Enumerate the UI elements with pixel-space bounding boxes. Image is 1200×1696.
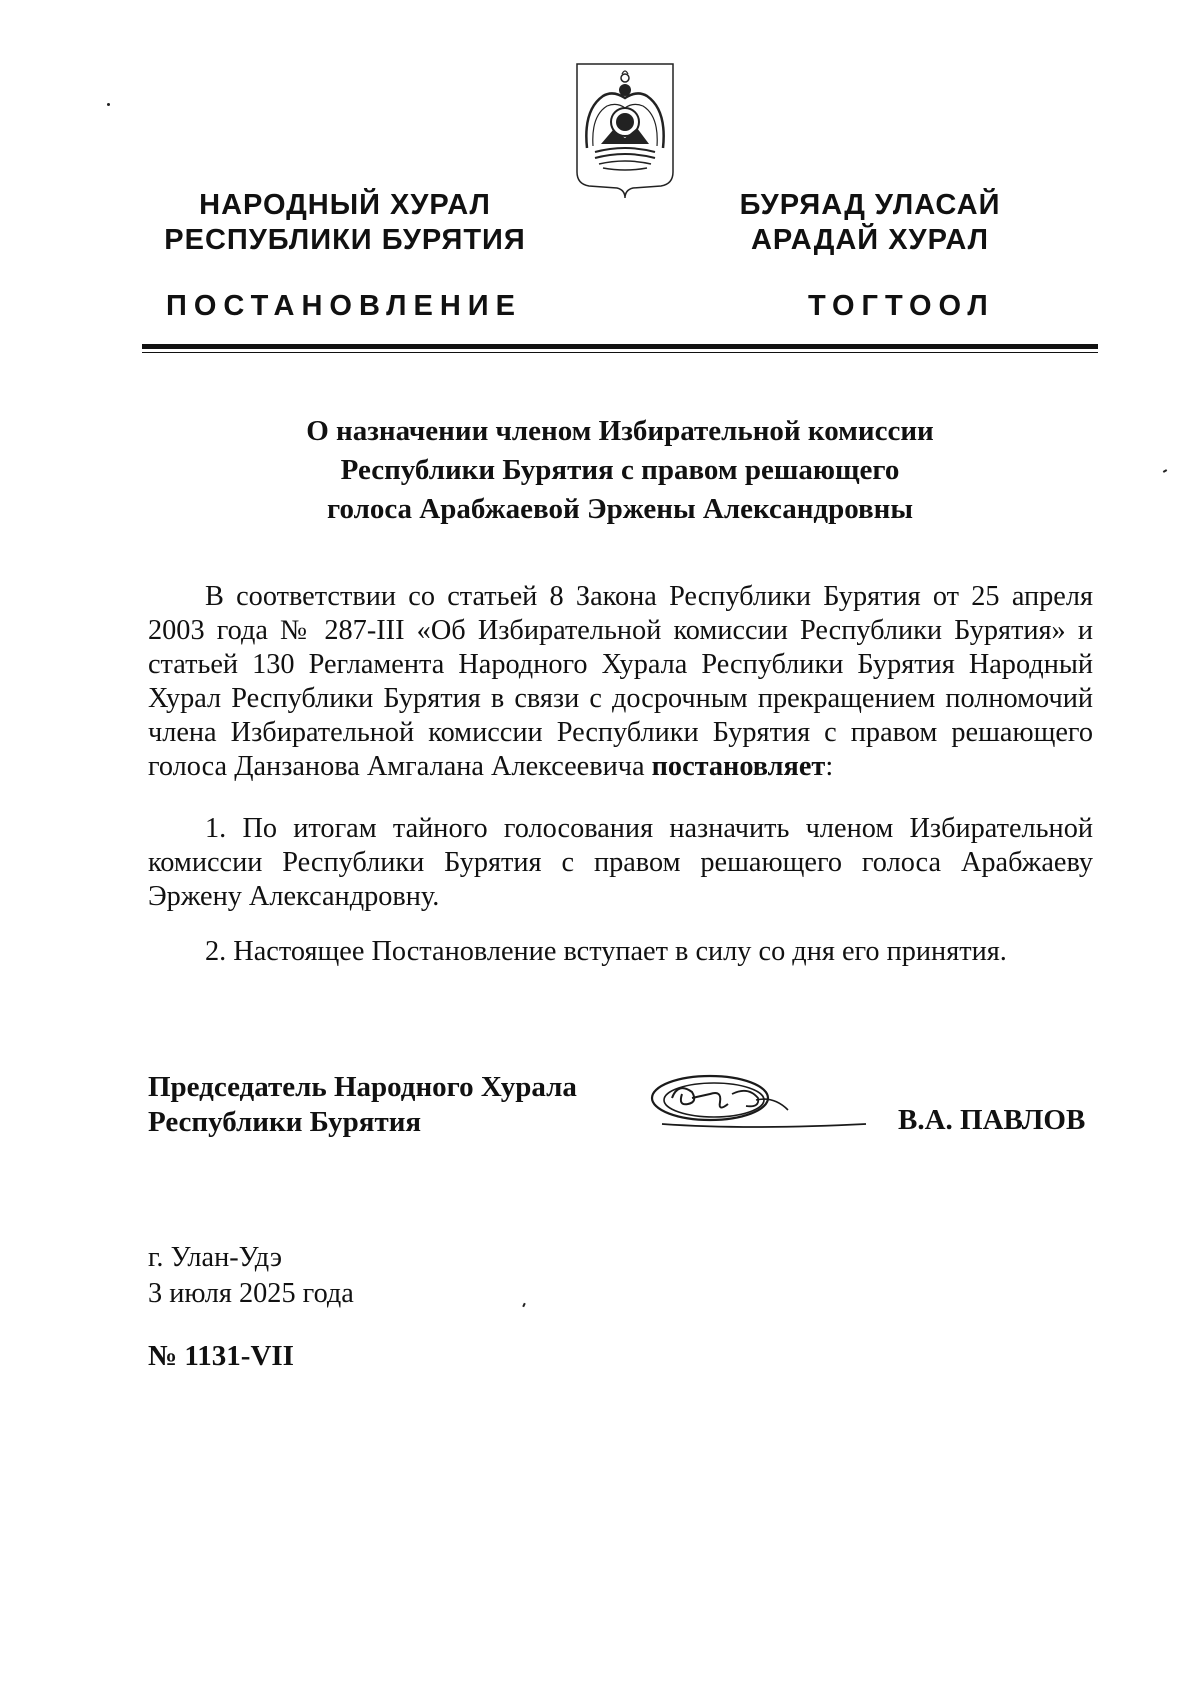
title-line2: Республики Бурятия с правом решающего bbox=[340, 454, 900, 486]
header-right bbox=[705, 188, 1035, 258]
title-line3: голоса Арабжаевой Эржены Александровны bbox=[327, 493, 913, 525]
intro-paragraph bbox=[148, 580, 1093, 784]
place: г. Улан-Удэ bbox=[148, 1242, 282, 1273]
handwritten-signature bbox=[648, 1068, 868, 1134]
signer-position bbox=[148, 1070, 577, 1140]
signer-name: В.А. ПАВЛОВ bbox=[898, 1104, 1086, 1136]
header-left bbox=[160, 188, 530, 258]
date: 3 июля 2025 года bbox=[148, 1278, 354, 1309]
intro-text: В соответствии со статьей 8 Закона Республики Бурятия от 25 апреля 2003 года № 287-III «Об Избирательной комиссии Республики Бурятия» и статьей 130 Регламента Народного Хурала Республики Бурятия Народный Хурал Республики Бурятия в связи с досрочным прекращением полномочий члена Избирательной комиссии Республики Бурятия с правом решающего голоса Данзанова Амгалана Алексеевича bbox=[148, 581, 1093, 782]
signer-position-line1: Председатель Народного Хурала bbox=[148, 1071, 577, 1103]
header-right-line1: БУРЯАД УЛАСАЙ bbox=[739, 189, 1001, 221]
resolution-item-1: 1. По итогам тайного голосования назначить членом Избирательной комиссии Республики Бурятия с правом решающего голоса Арабжаеву Эржену Александровну. bbox=[148, 813, 1093, 912]
document-title bbox=[220, 412, 1020, 529]
title-line1: О назначении членом Избирательной комиссии bbox=[306, 415, 934, 447]
scan-speck bbox=[522, 1303, 526, 1307]
document-number: № 1131-VII bbox=[148, 1340, 294, 1372]
signer-position-line2: Республики Бурятия bbox=[148, 1106, 422, 1138]
doc-type-right: ТОГТООЛ bbox=[808, 290, 995, 322]
resolution-item-2: 2. Настоящее Постановление вступает в силу со дня его принятия. bbox=[205, 936, 1007, 967]
header-rule-thin bbox=[142, 352, 1098, 353]
coat-of-arms-emblem bbox=[573, 60, 677, 200]
header-right-line2: АРАДАЙ ХУРАЛ bbox=[750, 224, 990, 256]
intro-end: : bbox=[825, 751, 834, 782]
header-rule-thick bbox=[142, 344, 1098, 349]
doc-type-left: ПОСТАНОВЛЕНИЕ bbox=[166, 290, 522, 322]
intro-bold-verb: постановляет bbox=[651, 751, 826, 782]
header-left-line2: РЕСПУБЛИКИ БУРЯТИЯ bbox=[164, 224, 526, 256]
header-left-line1: НАРОДНЫЙ ХУРАЛ bbox=[199, 189, 491, 221]
scan-speck bbox=[1163, 469, 1167, 473]
scan-speck bbox=[107, 103, 110, 106]
